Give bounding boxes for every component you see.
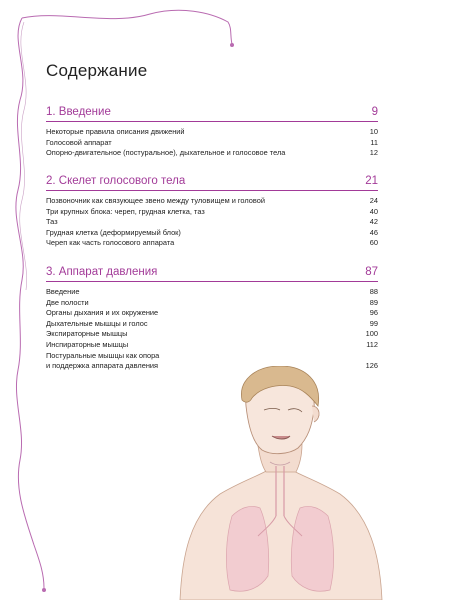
- toc-item-label: Грудная клетка (деформируемый блок): [46, 227, 181, 237]
- toc-item[interactable]: [46, 238, 378, 249]
- toc-item-page: 96: [369, 308, 378, 318]
- toc-item[interactable]: [46, 298, 378, 309]
- toc-item-page: 12: [369, 148, 378, 158]
- toc-item-page: 126: [365, 361, 378, 371]
- toc-item-page: 46: [369, 227, 378, 237]
- toc-item-label: Таз: [46, 217, 58, 227]
- toc-item-label: Две полости: [46, 297, 89, 307]
- toc-item-page: 112: [366, 339, 378, 349]
- section-page: 87: [365, 266, 378, 278]
- toc-item-page: 10: [369, 127, 378, 136]
- toc-item[interactable]: [46, 287, 378, 298]
- toc-section-2: [46, 175, 378, 249]
- section-page: 9: [371, 106, 378, 118]
- toc-item[interactable]: [46, 228, 378, 239]
- toc-item-page: 99: [369, 318, 378, 328]
- section-title: 3. Аппарат давления: [46, 266, 158, 278]
- toc-item-page: 100: [365, 329, 378, 339]
- section-page: 21: [365, 175, 378, 187]
- toc-item[interactable]: [46, 207, 378, 218]
- toc-item-label: Инспираторные мышцы: [46, 339, 129, 349]
- toc-item-page: 42: [369, 217, 378, 227]
- toc-item[interactable]: [46, 196, 378, 207]
- toc-item-page: 24: [369, 196, 378, 205]
- toc-item[interactable]: [46, 351, 378, 362]
- anatomical-illustration: [160, 366, 420, 600]
- toc-item-label: Некоторые правила описания движений: [46, 127, 185, 136]
- toc-section-1: [46, 106, 378, 159]
- toc-item-label: и поддержка аппарата давления: [46, 361, 159, 371]
- toc-section-3: [46, 266, 378, 372]
- toc-item-page: 60: [369, 238, 378, 248]
- section-heading[interactable]: [46, 175, 378, 191]
- toc-item-page: 89: [369, 297, 378, 307]
- toc-item-label: Введение: [46, 287, 80, 296]
- toc-item-page: 40: [369, 206, 378, 216]
- toc-item-label: Экспираторные мышцы: [46, 329, 128, 339]
- section-title: 2. Скелет голосового тела: [46, 175, 186, 187]
- toc-item[interactable]: [46, 127, 378, 138]
- toc-item-label: Органы дыхания и их окружение: [46, 308, 159, 318]
- toc-item[interactable]: [46, 148, 378, 159]
- section-heading[interactable]: [46, 266, 378, 282]
- toc-item[interactable]: [46, 138, 378, 149]
- toc-item[interactable]: [46, 217, 378, 228]
- toc-item-label: Постуральные мышцы как опора: [46, 350, 160, 360]
- toc-item-page: 11: [370, 137, 378, 147]
- toc-item-label: Дыхательные мышцы и голос: [46, 318, 148, 328]
- section-title: 1. Введение: [46, 106, 111, 118]
- section-heading[interactable]: [46, 106, 378, 122]
- toc-item-label: Позвоночник как связующее звено между туловищем и головой: [46, 196, 265, 205]
- toc-item[interactable]: [46, 308, 378, 319]
- toc-item[interactable]: [46, 319, 378, 330]
- toc-item-page: 88: [369, 287, 378, 296]
- toc-item-label: Череп как часть голосового аппарата: [46, 238, 175, 248]
- toc-item[interactable]: [46, 329, 378, 340]
- toc-item-label: Опорно-двигательное (постуральное), дыхательное и голосовое тела: [46, 148, 286, 158]
- page-title: Содержание: [46, 61, 148, 80]
- toc-item-label: Три крупных блока: череп, грудная клетка, таз: [46, 206, 205, 216]
- toc-item[interactable]: [46, 340, 378, 351]
- toc-item-label: Голосовой аппарат: [46, 137, 112, 147]
